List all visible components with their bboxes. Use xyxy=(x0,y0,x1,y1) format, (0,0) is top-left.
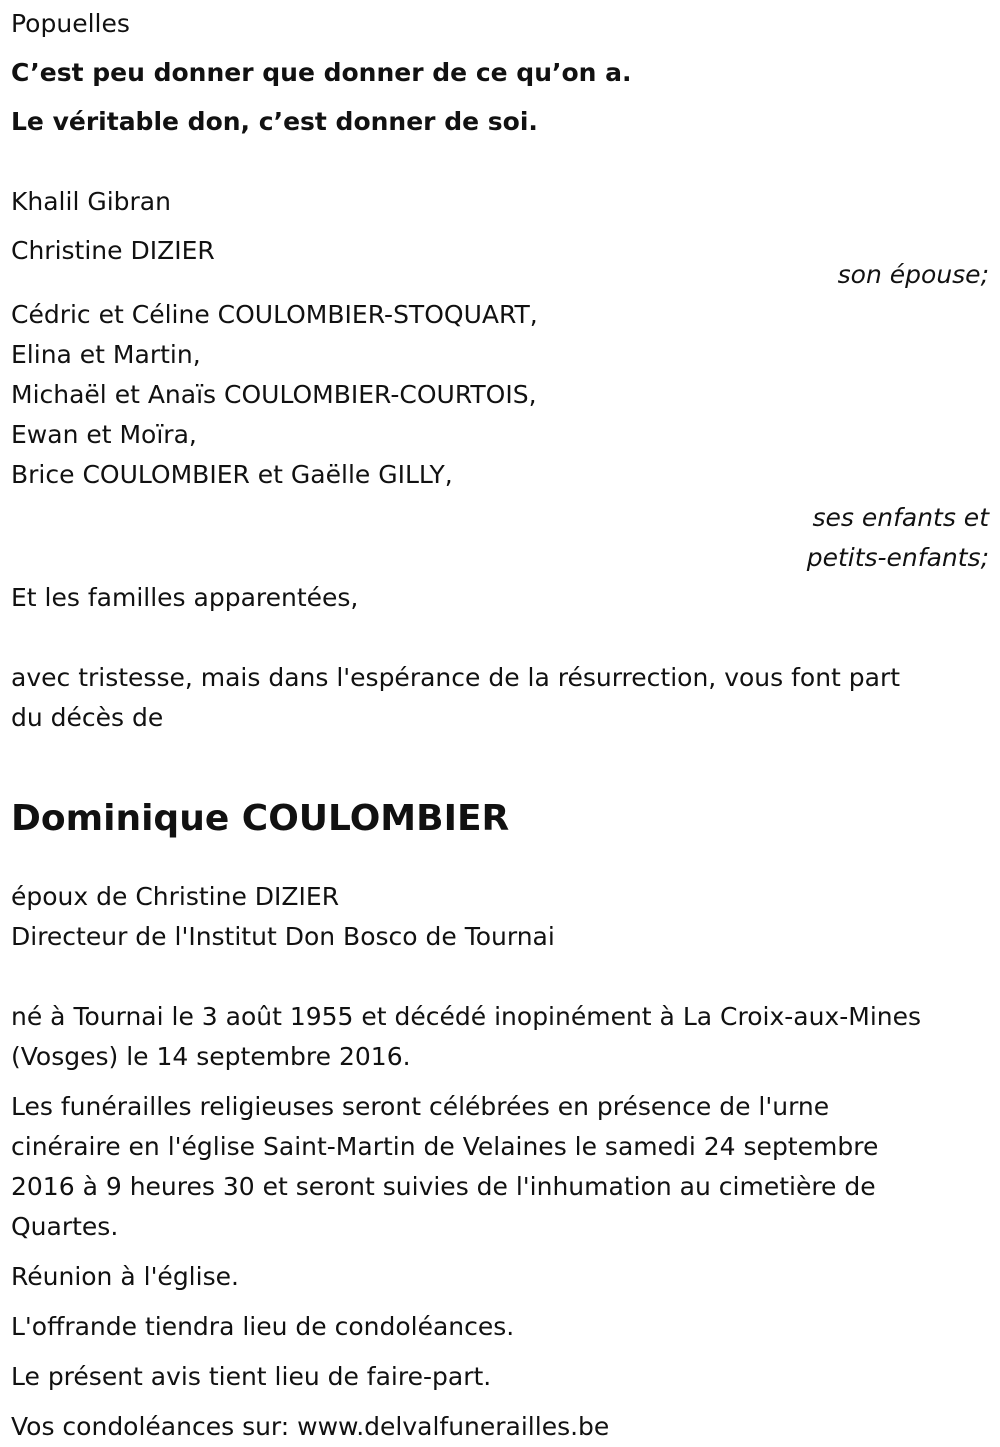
children-role-line-2: petits-enfants; xyxy=(806,543,989,572)
birth-death-line-1: né à Tournai le 3 août 1955 et décédé inopinément à La Croix-aux-Mines xyxy=(11,1002,922,1031)
families-line: Et les familles apparentées, xyxy=(11,583,359,612)
notice-line: Le présent avis tient lieu de faire-part. xyxy=(11,1362,492,1391)
children-item: Brice COULOMBIER et Gaëlle GILLY, xyxy=(11,460,453,489)
spouse-name: Christine DIZIER xyxy=(11,236,215,265)
quote-line-2: Le véritable don, c’est donner de soi. xyxy=(11,107,538,136)
funeral-line-2: cinéraire en l'église Saint-Martin de Velaines le samedi 24 septembre xyxy=(11,1132,879,1161)
children-role-line-1: ses enfants et xyxy=(812,503,989,532)
condolences-line: Vos condoléances sur: www.delvalfunerailles.be xyxy=(11,1412,610,1441)
funeral-line-4: Quartes. xyxy=(11,1212,119,1241)
announcement-line-1: avec tristesse, mais dans l'espérance de la résurrection, vous font part xyxy=(11,663,901,692)
deceased-relation: époux de Christine DIZIER xyxy=(11,882,340,911)
location: Popuelles xyxy=(11,9,130,38)
birth-death-line-2: (Vosges) le 14 septembre 2016. xyxy=(11,1042,411,1071)
children-item: Cédric et Céline COULOMBIER-STOQUART, xyxy=(11,300,538,329)
quote-line-1: C’est peu donner que donner de ce qu’on a. xyxy=(11,58,632,87)
obituary-notice xyxy=(11,4,989,1447)
children-item: Ewan et Moïra, xyxy=(11,420,197,449)
offering-line: L'offrande tiendra lieu de condoléances. xyxy=(11,1312,515,1341)
deceased-title: Directeur de l'Institut Don Bosco de Tournai xyxy=(11,922,555,951)
funeral-line-1: Les funérailles religieuses seront célébrées en présence de l'urne xyxy=(11,1092,830,1121)
funeral-line-3: 2016 à 9 heures 30 et seront suivies de l'inhumation au cimetière de xyxy=(11,1172,876,1201)
meeting-line: Réunion à l'église. xyxy=(11,1262,239,1291)
children-item: Elina et Martin, xyxy=(11,340,201,369)
announcement-line-2: du décès de xyxy=(11,703,164,732)
deceased-name: Dominique COULOMBIER xyxy=(11,798,510,839)
children-item: Michaël et Anaïs COULOMBIER-COURTOIS, xyxy=(11,380,537,409)
quote-author: Khalil Gibran xyxy=(11,187,171,216)
children-list xyxy=(11,295,989,495)
spouse-role: son épouse; xyxy=(837,260,989,289)
